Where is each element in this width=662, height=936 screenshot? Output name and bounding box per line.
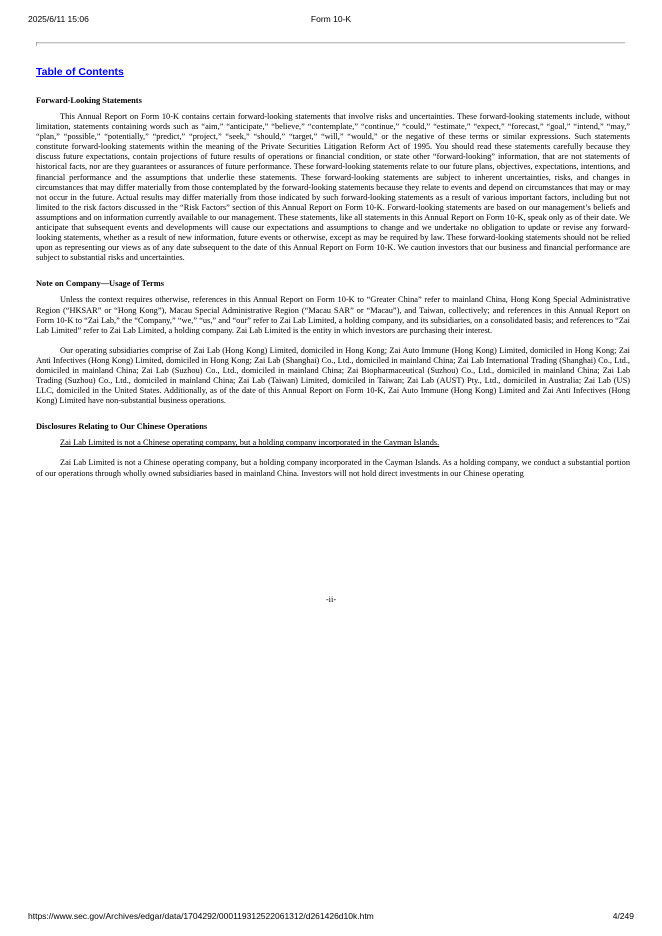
heading-usage-of-terms: Note on Company—Usage of Terms xyxy=(36,279,164,289)
paragraph-usage-of-terms: Unless the context requires otherwise, references in this Annual Report on Form 10-K to “Greater China” refer to mainland China, Hong Kong Special Administrative Region (“HKSAR” or “Hong Kong”), Macau Special Administrative Region (“Macau SAR” or “Macau”), and Taiwan, collectively; and references in this Annual Report on Form 10-K to “Zai Lab,” the “Company,” “we,” “us,” and “our” refer to Zai Lab Limited, a holding company, and its subsidiaries, on a consolidated basis; and references to “Zai Lab Limited” refer to Zai Lab Limited, a holding company. Zai Lab Limited is the entity in which investors are purchasing their interest. xyxy=(36,295,630,335)
document-body xyxy=(36,62,630,479)
table-of-contents-link[interactable]: Table of Contents xyxy=(36,66,124,78)
heading-forward-looking: Forward-Looking Statements xyxy=(36,96,142,105)
paragraph-holding-company: Zai Lab Limited is not a Chinese operating company, but a holding company incorporated in the Cayman Islands. As a holding company, we conduct a substantial portion of our operations through wholly owned subsidiaries based in mainland China. Investors will not hold direct investments in our Chinese operating xyxy=(36,458,630,478)
print-datetime: 2025/6/11 15:06 xyxy=(28,14,89,24)
print-page-count: 4/249 xyxy=(612,911,634,921)
page-number: -ii- xyxy=(325,595,337,604)
paragraph-forward-looking: This Annual Report on Form 10-K contains certain forward-looking statements that involve risks and uncertainties. These forward-looking statements include, without limitation, statements containing words such as “aim,” “anticipate,” “believe,” “contemplate,” “continue,” “could,” “estimate,” “expect,” “forecast,” “goal,” “intend,” “may,” “plan,” “possible,” “potentially,” “predict,” “project,” “seek,” “should,” “target,” “will,” “would,” or the negative of these terms or similar expressions. Such statements constitute forward-looking statements within the meaning of the Private Securities Litigation Reform Act of 1995. You should read these statements carefully because they discuss future expectations, contain projections of future results of operations or financial condition, or state other “forward-looking” information, that are not statements of historical facts, nor are they guarantees or assurances of future performance. These forward-looking statements relate to our future plans, objectives, expectations, intentions, and financial performance and the assumptions that underlie these statements. These forward-looking statements are subject to inherent uncertainties, risks, and changes in circumstances that may differ materially from those contemplated by the forward-looking statements because they relate to events and depend on circumstances that may or may not occur in the future. Actual results may differ materially from those indicated by such forward-looking statements as a result of various important factors, including but not limited to the risk factors discussed in the “Risk Factors” section of this Annual Report on Form 10-K. Forward-looking statements are based on our management’s beliefs and assumptions and on information currently available to our management. These statements, like all statements in this Annual Report on Form 10-K, speak only as of their date. We anticipate that subsequent events and developments will cause our expectations and assumptions to change and we undertake no obligation to update or revise any forward-looking statements, whether as a result of new information, future events or otherwise, except as may be required by law. These forward-looking statements should not be relied upon as representing our views as of any date subsequent to the date of this Annual Report on Form 10-K. We caution investors that our business and financial performance are subject to substantial risks and uncertainties. xyxy=(36,112,630,263)
print-url: https://www.sec.gov/Archives/edgar/data/1704292/000119312522061312/d261426d10k.htm xyxy=(28,911,374,921)
underlined-statement: Zai Lab Limited is not a Chinese operating company, but a holding company incorporated in the Cayman Islands. xyxy=(60,438,440,448)
print-title: Form 10-K xyxy=(310,14,352,24)
header-divider xyxy=(36,42,625,44)
paragraph-operating-subsidiaries: Our operating subsidiaries comprise of Zai Lab (Hong Kong) Limited, domiciled in Hong Kong; Zai Auto Immune (Hong Kong) Limited, domiciled in Hong Kong; Zai Anti Infectives (Hong Kong) Limited, domiciled in Hong Kong; Zai Lab (Shanghai) Co., Ltd., domiciled in mainland China; Zai Lab International Trading (Shanghai) Co., Ltd., domiciled in mainland China; Zai Lab (Suzhou) Co., Ltd., domiciled in mainland China; Zai Biopharmaceutical (Suzhou) Co., Ltd., domiciled in mainland China; Zai Lab Trading (Suzhou) Co., Ltd., domiciled in mainland China; Zai Lab (Taiwan) Limited, domiciled in Taiwan; Zai Lab (AUST) Pty., Ltd., domiciled in Australia; Zai Lab (US) LLC, domiciled in the United States. Additionally, as of the date of this Annual Report on Form 10-K, Zai Auto Immune (Hong Kong) Limited and Zai Anti Infectives (Hong Kong) Limited have non-substantial business operations. xyxy=(36,345,630,406)
heading-chinese-operations: Disclosures Relating to Our Chinese Operations xyxy=(36,422,208,432)
divider-tick xyxy=(36,42,37,46)
